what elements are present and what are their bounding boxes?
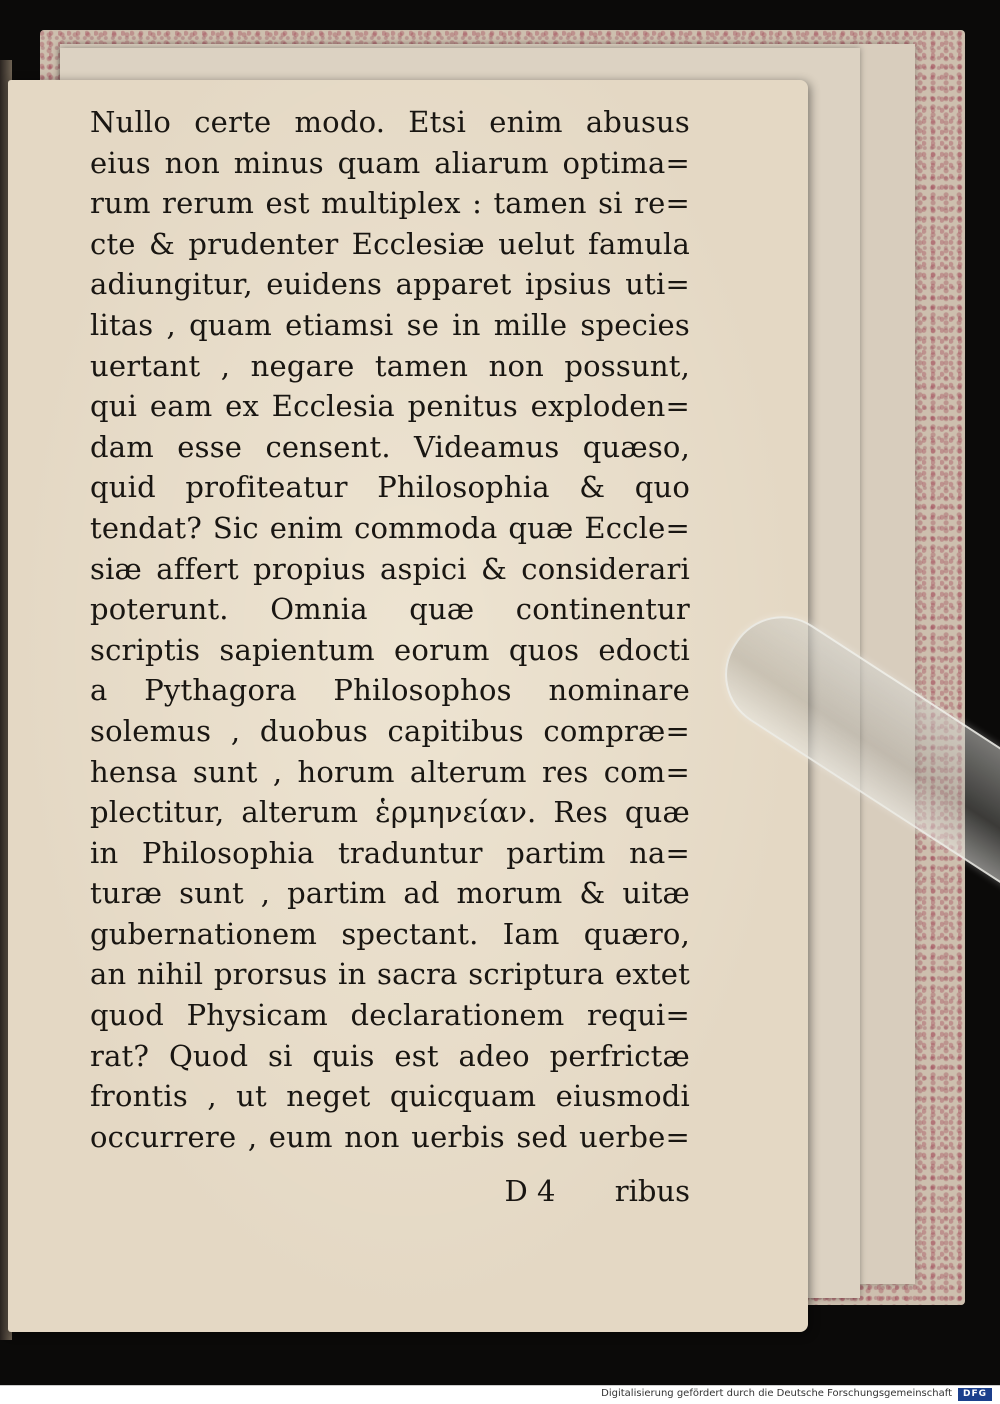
credit-bar xyxy=(0,1385,1000,1404)
page-text-block xyxy=(90,102,690,1157)
text-line: rum rerum est multiplex : tamen si re= xyxy=(90,186,690,221)
text-line: qui eam ex Ecclesia penitus exploden= xyxy=(90,389,690,424)
text-line: quod Physicam declarationem requi= xyxy=(90,998,690,1033)
text-line: quid profiteatur Philosophia & quo xyxy=(90,470,690,505)
text-line: frontis , ut neget quicquam eiusmodi xyxy=(90,1079,690,1114)
text-line: gubernationem spectant. Iam quæro, xyxy=(90,916,690,951)
text-line: Nullo certe modo. Etsi enim abusus xyxy=(90,105,690,139)
text-line: eius non minus quam aliarum optima= xyxy=(90,145,690,180)
text-line: cte & prudenter Ecclesiæ uelut famula xyxy=(90,226,690,261)
text-line: dam esse censent. Videamus quæso, xyxy=(90,429,690,464)
text-line: a Pythagora Philosophos nominare xyxy=(90,673,690,708)
funding-credit: Digitalisierung gefördert durch die Deutsche Forschungsgemeinschaft xyxy=(601,1388,952,1399)
text-line: plectitur, alterum ἑρμηνείαν. Res quæ xyxy=(90,795,690,830)
catchword: ribus xyxy=(614,1174,690,1208)
text-line: hensa sunt , horum alterum res com= xyxy=(90,754,690,789)
text-line: solemus , duobus capitibus compræ= xyxy=(90,713,690,748)
text-line: uertant , negare tamen non possunt, xyxy=(90,348,690,383)
text-line: in Philosophia traduntur partim na= xyxy=(90,835,690,870)
text-line: adiungitur, euidens apparet ipsius uti= xyxy=(90,267,690,302)
dfg-logo: DFG xyxy=(958,1388,992,1401)
text-line: siæ affert propius aspici & considerari xyxy=(90,551,690,586)
text-line: turæ sunt , partim ad morum & uitæ xyxy=(90,876,690,911)
page-footer xyxy=(90,1174,690,1214)
text-line: scriptis sapientum eorum quos edocti xyxy=(90,632,690,667)
text-line: tendat? Sic enim commoda quæ Eccle= xyxy=(90,510,690,545)
text-line: rat? Quod si quis est adeo perfrictæ xyxy=(90,1038,690,1073)
text-line: an nihil prorsus in sacra scriptura extet xyxy=(90,957,690,992)
text-line: litas , quam etiamsi se in mille species xyxy=(90,307,690,342)
signature-mark: D 4 xyxy=(504,1174,556,1208)
text-line: poterunt. Omnia quæ continentur xyxy=(90,592,690,627)
text-line: occurrere , eum non uerbis sed uerbe= xyxy=(90,1119,690,1154)
